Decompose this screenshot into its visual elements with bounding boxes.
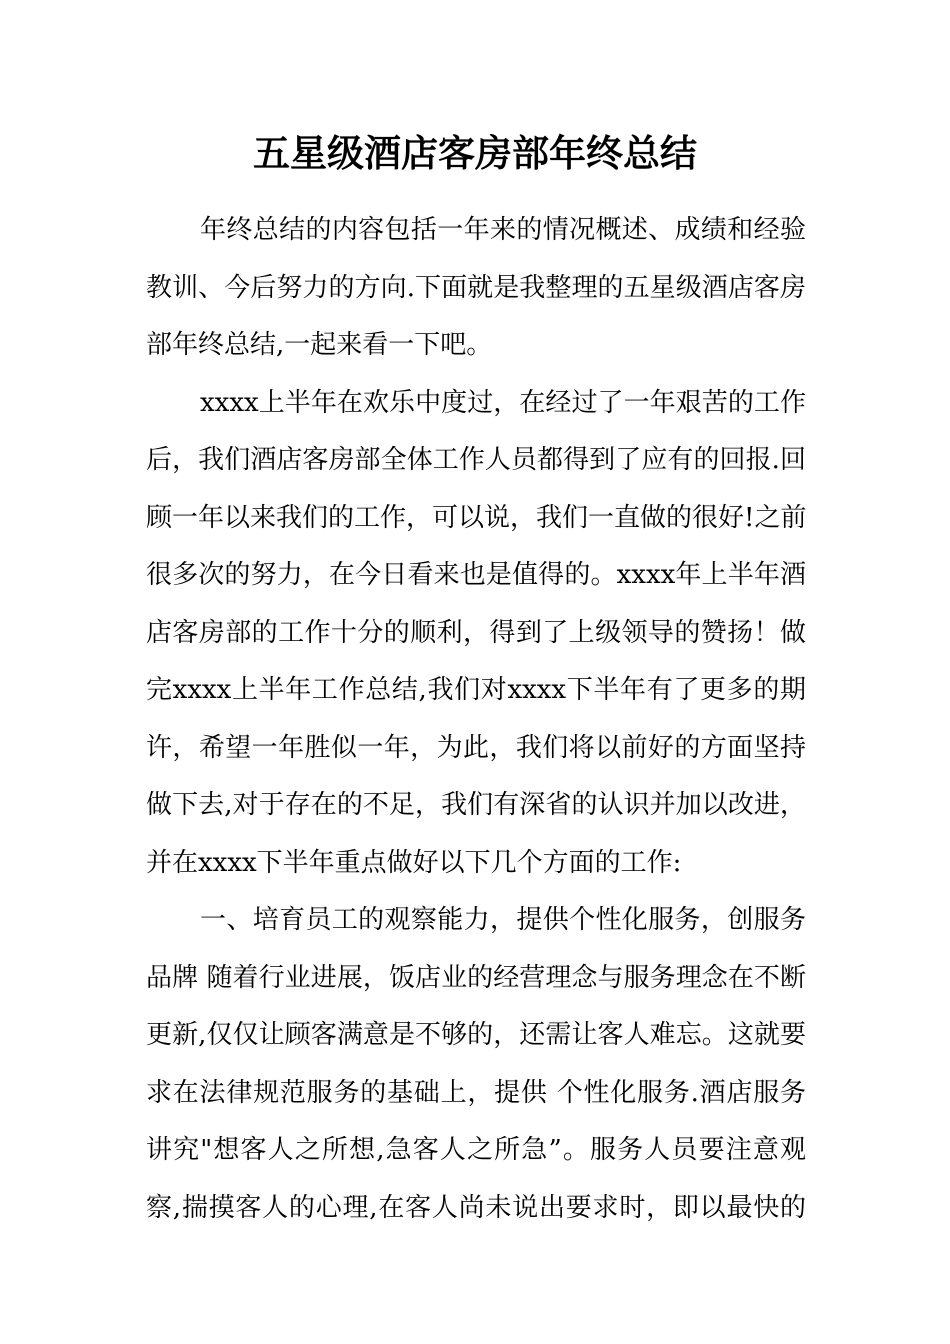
body-text-line: 更新,仅仅让顾客满意是不够的，还需让客人难忘。这就要: [146, 1020, 806, 1050]
body-text-line: 许，希望一年胜似一年，为此，我们将以前好的方面坚持: [146, 732, 806, 763]
body-text-line: 品牌 随着行业进展，饭店业的经营理念与服务理念在不断: [146, 962, 806, 993]
body-text-line: 教训、今后努力的方向.下面就是我整理的五星级酒店客房: [146, 272, 806, 303]
body-text-line: 店客房部的工作十分的顺利，得到了上级领导的赞扬！做: [146, 617, 806, 648]
body-text-line: 做下去,对于存在的不足，我们有深省的认识并加以改进，: [146, 790, 806, 820]
body-text-line: 顾一年以来我们的工作，可以说，我们一直做的很好!之前: [146, 502, 806, 533]
body-text-line: 察,揣摸客人的心理,在客人尚未说出要求时，即以最快的: [146, 1192, 806, 1223]
body-text-line: 后，我们酒店客房部全体工作人员都得到了应有的回报.回: [146, 445, 806, 475]
body-text-line: 一、培育员工的观察能力，提供个性化服务，创服务: [200, 905, 806, 935]
document-title: 五星级酒店客房部年终总结: [253, 131, 697, 175]
body-text-line: 年终总结的内容包括一年来的情况概述、成绩和经验: [200, 215, 806, 245]
document-body: [146, 202, 806, 1237]
body-text-line: 完xxxx上半年工作总结,我们对xxxx下半年有了更多的期: [146, 675, 806, 705]
body-text-line: 部年终总结,一起来看一下吧。: [146, 330, 493, 360]
body-text-line: 求在法律规范服务的基础上，提供 个性化服务.酒店服务: [146, 1077, 806, 1108]
body-text-line: 讲究"想客人之所想,急客人之所急”。服务人员要注意观: [146, 1135, 806, 1165]
body-text-line: xxxx上半年在欢乐中度过，在经过了一年艰苦的工作: [200, 387, 806, 418]
body-text-line: 很多次的努力，在今日看来也是值得的。xxxx年上半年酒: [146, 560, 806, 590]
body-text-line: 并在xxxx下半年重点做好以下几个方面的工作:: [146, 847, 682, 878]
